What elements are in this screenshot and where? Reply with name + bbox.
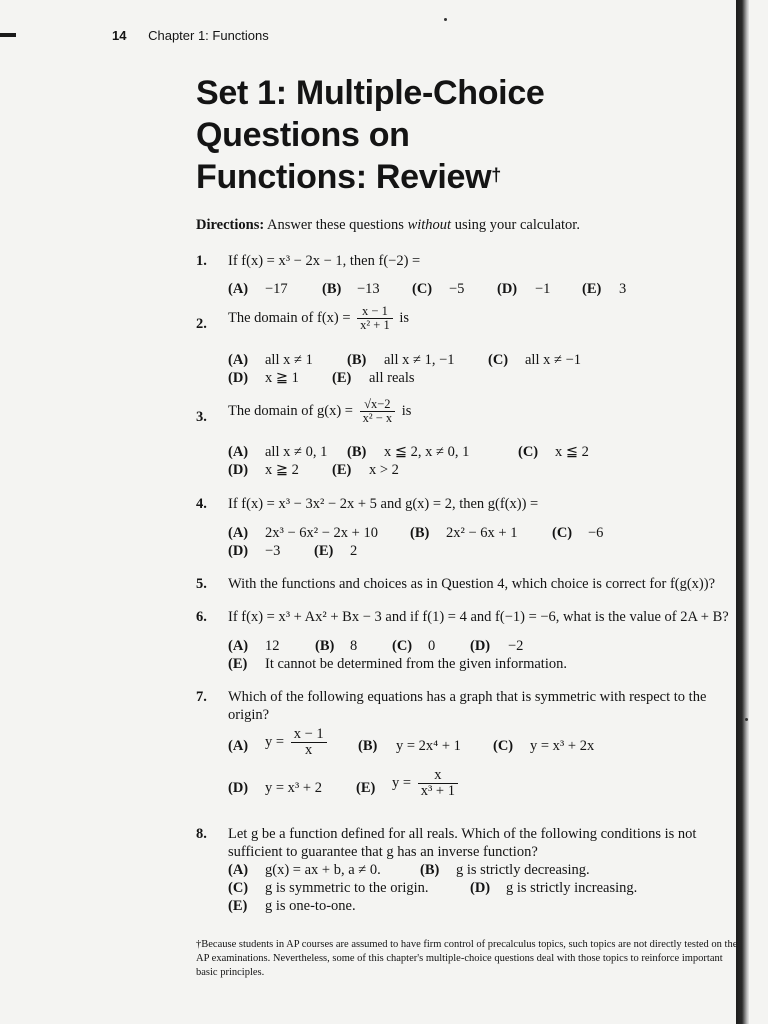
choice-text: It cannot be determined from the given information. — [265, 656, 567, 672]
question-stem: Which of the following equations has a graph that is symmetric with respect to the — [228, 689, 707, 705]
speck — [444, 18, 447, 21]
fraction: $\frac{x}{\text{x³ + 1}}$ — [418, 768, 458, 799]
choice-text: −13 — [357, 281, 380, 297]
question-number: 6. — [196, 609, 207, 625]
choice-text: x ≧ 1 — [265, 370, 299, 386]
choice-text: −1 — [535, 281, 551, 297]
question-number: 2. — [196, 316, 207, 332]
question-number: 1. — [196, 253, 207, 269]
choice-text: g is strictly increasing. — [506, 880, 638, 896]
chapter-title: Chapter 1: Functions — [148, 28, 269, 43]
choice-text: all x ≠ −1 — [525, 352, 582, 368]
choice-text: all reals — [369, 370, 415, 386]
choice-text: all x ≠ 1, −1 — [384, 352, 455, 368]
fraction: $\frac{x - 1}{x}$ — [291, 727, 327, 758]
dagger-mark: † — [491, 165, 501, 185]
speck — [745, 718, 748, 721]
question-stem: With the functions and choices as in Question 4, which choice is correct for f(g(x))? — [228, 576, 716, 592]
question-number: 5. — [196, 576, 207, 592]
choice-text: x ≦ 2 — [555, 444, 589, 460]
question-stem: The domain of g(x) = $\frac{√x-2}{\text{x² − x}}$ is — [228, 397, 412, 426]
choice-text: −3 — [265, 543, 281, 559]
choice-text: −6 — [588, 525, 604, 541]
page-number: 14 — [112, 28, 127, 43]
set-title: Set 1: Multiple-Choice Questions on Functions: Review† — [196, 74, 545, 196]
choice-text: all x ≠ 1 — [265, 352, 313, 368]
running-head — [112, 28, 269, 43]
question-number: 7. — [196, 689, 207, 705]
question-number: 8. — [196, 826, 207, 842]
question-number: 3. — [196, 409, 207, 425]
choice-text: 2x³ − 6x² − 2x + 10 — [265, 525, 378, 541]
directions: Directions: Answer these questions without using your calculator. — [196, 217, 580, 233]
choice-text: 12 — [265, 638, 280, 654]
question-number: 4. — [196, 496, 207, 512]
question-stem: Let g be a function defined for all reals. Which of the following conditions is not — [228, 826, 697, 842]
choice-text: y = x³ + 2x — [530, 738, 595, 754]
choice-text: −5 — [449, 281, 465, 297]
question-stem-cont: origin? — [228, 707, 270, 723]
choice-text: g is symmetric to the origin. — [265, 880, 429, 896]
edge-mark — [0, 33, 16, 37]
choice-text: −17 — [265, 281, 288, 297]
fraction: $\frac{√x-2}{\text{x² − x}}$ — [360, 398, 396, 425]
choice-text: 3 — [619, 281, 627, 297]
choice-text: y = x³ + 2 — [265, 780, 322, 796]
choice-text: x > 2 — [369, 462, 399, 478]
question-stem: If f(x) = x³ + Ax² + Bx − 3 and if f(1) = 4 and f(−1) = −6, what is the value of 2A + B? — [228, 609, 729, 625]
choice-text: −2 — [508, 638, 524, 654]
fraction: $\frac{x - 1}{\text{x² + 1}}$ — [357, 305, 393, 332]
choice-text: y = $\frac{x - 1}{x}$ — [265, 727, 330, 758]
choice-text: 2x² − 6x + 1 — [446, 525, 518, 541]
footnote: †Because students in AP courses are assumed to have firm control of precalculus topics, such topics are not directly tested on the AP examinations. Nevertheless, some of this chapter's multiple-choice questions deal with those topics to reinforce important basic principles. — [196, 939, 738, 978]
page-edge — [733, 0, 749, 1024]
choice-text: g is strictly decreasing. — [456, 862, 590, 878]
choice-text: x ≧ 2 — [265, 462, 299, 478]
choice-text: g is one-to-one. — [265, 898, 356, 914]
question-stem: If f(x) = x³ − 2x − 1, then f(−2) = — [228, 253, 421, 269]
choice-text: 0 — [428, 638, 436, 654]
choice-text: y = $\frac{x}{\text{x³ + 1}}$ — [392, 768, 461, 799]
question-stem: If f(x) = x³ − 3x² − 2x + 5 and g(x) = 2, then g(f(x)) = — [228, 496, 539, 512]
choice-text: all x ≠ 0, 1 — [265, 444, 328, 460]
choice-text: x ≦ 2, x ≠ 0, 1 — [384, 444, 470, 460]
choice-text: g(x) = ax + b, a ≠ 0. — [265, 862, 381, 878]
choice-text: 8 — [350, 638, 358, 654]
question-stem-cont: sufficient to guarantee that g has an inverse function? — [228, 844, 538, 860]
question-stem: The domain of f(x) = $\frac{x - 1}{\text{x² + 1}}$ is — [228, 304, 410, 333]
choice-text: 2 — [350, 543, 358, 559]
choice-text: y = 2x⁴ + 1 — [396, 738, 461, 754]
